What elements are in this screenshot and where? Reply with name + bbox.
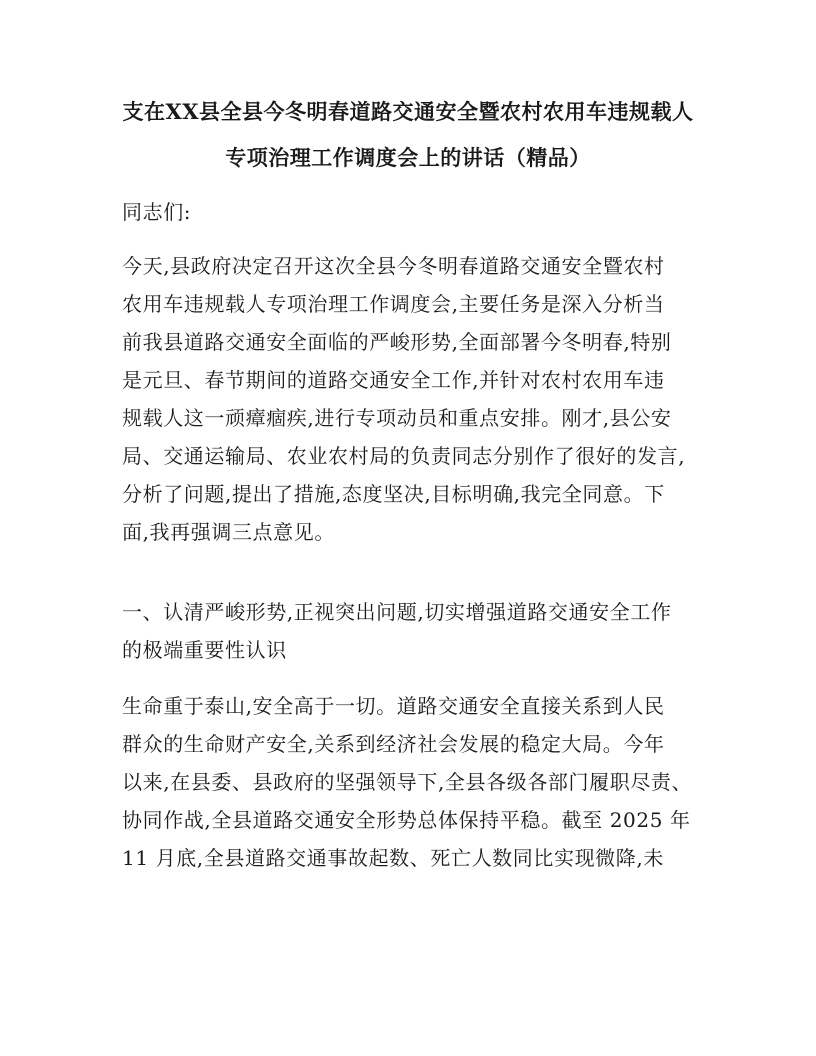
paragraph2-line: 生命重于泰山,安全高于一切。道路交通安全直接关系到人民 xyxy=(122,694,665,718)
paragraph1-line: 局、交通运输局、农业农村局的负责同志分别作了很好的发言, xyxy=(122,444,686,468)
paragraph1-line: 前我县道路交通安全面临的严峻形势,全面部署今冬明春,特别 xyxy=(122,330,672,354)
title-line-1: 支在XX县全县今冬明春道路交通安全暨农村农用车违规载人 xyxy=(122,99,694,124)
greeting: 同志们: xyxy=(122,200,192,224)
paragraph1-line: 规载人这一顽瘴痼疾,进行专项动员和重点安排。刚才,县公安 xyxy=(122,406,672,430)
paragraph2-line: 以来,在县委、县政府的坚强领导下,全县各级各部门履职尽责、 xyxy=(122,770,693,794)
paragraph2-line: 协同作战,全县道路交通安全形势总体保持平稳。截至 2025 年 xyxy=(122,808,691,832)
paragraph2-line: 群众的生命财产安全,关系到经济社会发展的稳定大局。今年 xyxy=(122,732,665,756)
title-line-2: 专项治理工作调度会上的讲话（精品） xyxy=(225,145,591,170)
paragraph1-line: 是元旦、春节期间的道路交通安全工作,并针对农村农用车违 xyxy=(122,368,665,392)
paragraph1-line: 农用车违规载人专项治理工作调度会,主要任务是深入分析当 xyxy=(122,292,665,316)
paragraph1-line: 分析了问题,提出了措施,态度坚决,目标明确,我完全同意。下 xyxy=(122,482,665,506)
paragraph1-line: 今天,县政府决定召开这次全县今冬明春道路交通安全暨农村 xyxy=(122,254,665,278)
paragraph1-line: 面,我再强调三点意见。 xyxy=(122,520,335,544)
section-heading-line: 的极端重要性认识 xyxy=(122,638,287,662)
paragraph2-line: 11 月底,全县道路交通事故起数、死亡人数同比实现微降,未 xyxy=(122,846,664,870)
section-heading-line: 一、认清严峻形势,正视突出问题,切实增强道路交通安全工作 xyxy=(122,600,672,624)
